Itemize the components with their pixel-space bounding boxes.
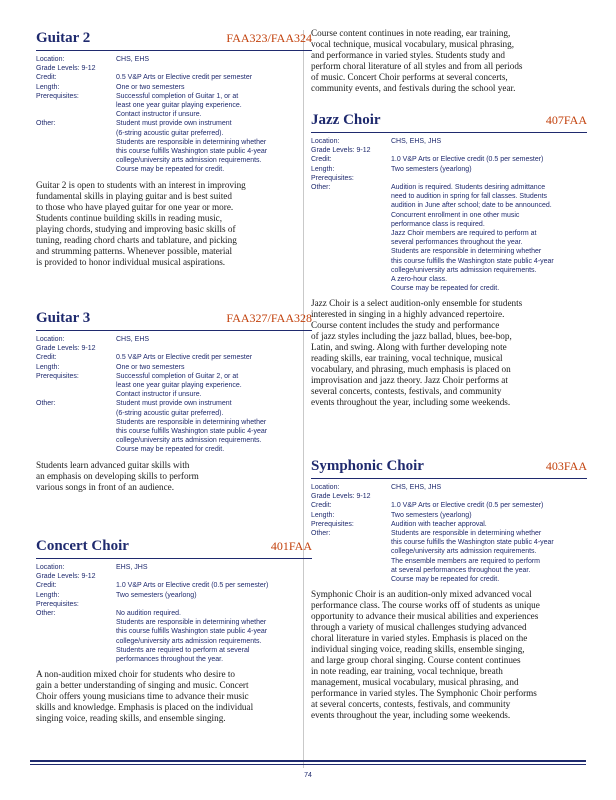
text-line: perform choral literature of all styles and from all periods xyxy=(311,61,523,71)
text-line: audition in June after school; date to be announced. xyxy=(391,202,552,210)
credit-value: 0.5 V&P Arts or Elective credit per semester xyxy=(116,354,253,362)
course-title: Concert Choir xyxy=(36,538,129,554)
prereq-label: Prerequisites: xyxy=(311,174,354,182)
text-line: performance class is required. xyxy=(391,220,485,228)
header-rule xyxy=(36,558,312,559)
text-line: this course fulfills Washington state public 4-year xyxy=(116,428,268,436)
other-value xyxy=(116,119,312,174)
text-line: Students are responsible in determining whether xyxy=(391,530,542,538)
text-line: reading skills, ear training, vocal technique, musical xyxy=(311,353,503,364)
page-number: 74 xyxy=(304,772,312,779)
course-code: 403FAA xyxy=(545,459,587,473)
course-code: 401FAA xyxy=(270,539,312,553)
course-info xyxy=(311,483,587,584)
course-info xyxy=(36,563,312,664)
course-concert-choir xyxy=(36,538,312,724)
location-label: Location: xyxy=(36,56,65,63)
text-line: Successful completion of Guitar 1, or at xyxy=(116,92,239,100)
course-header xyxy=(36,310,312,330)
text-line: various songs in front of an audience. xyxy=(36,481,175,492)
course-title: Jazz Choir xyxy=(311,112,381,128)
text-line: through a variety of musical challenges studying advanced xyxy=(311,622,527,633)
text-line: several concerts, contests, festivals, and community xyxy=(311,386,502,397)
text-line: Audition with teacher approval. xyxy=(391,520,487,528)
text-line: Students continue building skills in reading music, xyxy=(36,212,223,223)
course-guitar-3 xyxy=(36,310,312,493)
text-line: opportunity to advance their musical abilities and experiences xyxy=(311,611,539,622)
course-title: Symphonic Choir xyxy=(311,458,424,474)
text-line: Successful completion of Guitar 2, or at xyxy=(116,372,239,380)
prereq-label: Prerequisites: xyxy=(36,600,79,608)
other-label: Other: xyxy=(36,610,56,618)
text-line: at several performances throughout the year. xyxy=(391,566,531,574)
text-line: Students learn advanced guitar skills with xyxy=(36,459,190,470)
length-label: Length: xyxy=(311,511,335,519)
grade-label: Grade Levels: 9-12 xyxy=(36,345,96,353)
other-value xyxy=(116,399,312,454)
text-line: in note reading, ear training, vocal technique, breath xyxy=(311,666,503,677)
length-value: One or two semesters xyxy=(116,83,185,91)
text-line: Course content includes the study and performance xyxy=(311,320,500,331)
text-line: college/university arts admission requirements. xyxy=(391,266,537,274)
text-line: Course may be repeated for credit. xyxy=(116,166,225,174)
text-line: choral literature in varied styles. Emphasis is placed on the xyxy=(311,633,528,644)
text-line: Jazz Choir is a select audition-only ensemble for students xyxy=(311,298,523,309)
text-line: singing voice, reading skills, and ensemble singing. xyxy=(36,713,226,724)
credit-value: 1.0 V&P Arts or Elective credit (0.5 per semester) xyxy=(391,502,544,510)
text-line: Students are required to perform at several xyxy=(116,646,250,654)
length-value: Two semesters (yearlong) xyxy=(391,165,472,173)
text-line: performances throughout the year. xyxy=(116,656,224,664)
course-description xyxy=(36,180,312,268)
text-line: community events, and festivals during the school year. xyxy=(311,83,516,93)
location-value: CHS, EHS xyxy=(116,336,150,343)
text-line: college/university arts admission requirements. xyxy=(116,637,262,645)
credit-label: Credit: xyxy=(36,582,57,590)
course-header xyxy=(311,112,587,132)
text-line: Course may be repeated for credit. xyxy=(391,576,500,584)
grade-label: Grade Levels: 9-12 xyxy=(311,147,371,155)
text-line: this course fulfills the Washington state public 4-year xyxy=(391,539,554,547)
text-line: Student must provide own instrument xyxy=(116,400,232,408)
text-line: individual singing voice, reading skills, ensemble singing, xyxy=(311,644,525,655)
header-rule xyxy=(36,50,312,51)
text-line: college/university arts admission requirements. xyxy=(391,548,537,556)
course-info xyxy=(311,137,587,293)
grade-label: Grade Levels: 9-12 xyxy=(311,493,371,501)
text-line: Contact instructor if unsure. xyxy=(116,111,202,119)
prereq-value xyxy=(116,600,312,609)
text-line: this course fulfills the Washington state public 4-year xyxy=(391,257,554,265)
text-line: Students are responsible in determining whether xyxy=(391,248,542,256)
text-line: Contact instructor if unsure. xyxy=(116,391,202,399)
text-line: (6-string acoustic guitar preferred). xyxy=(116,129,224,137)
other-label: Other: xyxy=(311,530,331,538)
course-symphonic-choir xyxy=(311,458,587,721)
other-label: Other: xyxy=(36,400,56,408)
text-line: Latin, and swing. Along with further developing note xyxy=(311,342,507,353)
text-line: Concurrent enrollment in one other music xyxy=(391,211,520,219)
course-title: Guitar 3 xyxy=(36,310,91,326)
text-line: The ensemble members are required to perform xyxy=(391,557,541,565)
text-line: Students are responsible in determining whether xyxy=(116,619,267,627)
prereq-label: Prerequisites: xyxy=(36,92,79,100)
other-value xyxy=(391,529,587,584)
course-description xyxy=(36,460,312,493)
prereq-value xyxy=(116,92,312,120)
text-line: performance class. The course works off of students as unique xyxy=(311,600,540,611)
text-line: several performances throughout the year. xyxy=(391,239,523,247)
credit-value: 0.5 V&P Arts or Elective credit per semester xyxy=(116,74,253,82)
text-line: vocabulary, and phrasing, much emphasis is placed on xyxy=(311,364,511,375)
grade-label: Grade Levels: 9-12 xyxy=(36,573,96,581)
other-value xyxy=(391,183,587,293)
credit-label: Credit: xyxy=(311,502,332,510)
text-line: college/university arts admission requirements. xyxy=(116,157,262,165)
text-line: this course fulfills Washington state public 4-year xyxy=(116,628,268,636)
location-value: CHS, EHS, JHS xyxy=(391,138,442,145)
text-line: need to audition in spring for fall classes. Students xyxy=(391,193,548,201)
location-value: EHS, JHS xyxy=(116,564,148,571)
text-line: fundamental skills in playing guitar and is best suited xyxy=(36,190,232,201)
location-label: Location: xyxy=(311,484,340,491)
text-line: at several concerts, contests, festivals, and community xyxy=(311,699,511,710)
text-line: Jazz Choir members are required to perform at xyxy=(391,230,537,238)
text-line: Course may be repeated for credit. xyxy=(391,285,500,293)
text-line: events throughout the year, including some weekends. xyxy=(311,710,511,721)
text-line: interested in singing in a highly advanced repertoire. xyxy=(311,309,505,320)
text-line: playing chords, studying and improving basic skills of xyxy=(36,223,236,234)
text-line: and strumming patterns. Whenever possible, material xyxy=(36,245,233,256)
course-code: 407FAA xyxy=(545,113,587,127)
text-line: A non-audition mixed choir for students who desire to xyxy=(36,669,236,680)
text-line: of music. Concert Choir performs at several concerts, xyxy=(311,72,508,82)
text-line: skills and knowledge. Emphasis is placed on the individual xyxy=(36,702,254,713)
location-label: Location: xyxy=(36,564,65,571)
credit-label: Credit: xyxy=(311,156,332,164)
text-line: Choir offers young musicians time to advance their music xyxy=(36,691,249,702)
other-label: Other: xyxy=(36,120,56,128)
text-line: of jazz styles including the jazz ballad, blues, bee-bop, xyxy=(311,331,512,342)
location-value: CHS, EHS, JHS xyxy=(391,484,442,491)
text-line: least one year guitar playing experience. xyxy=(116,382,242,390)
location-value: CHS, EHS xyxy=(116,56,150,63)
length-label: Length: xyxy=(36,363,60,371)
text-line: least one year guitar playing experience. xyxy=(116,102,242,110)
prereq-value xyxy=(116,372,312,400)
course-code: FAA323/FAA324 xyxy=(226,31,312,45)
credit-value: 1.0 V&P Arts or Elective credit (0.5 per semester) xyxy=(391,156,544,164)
course-code: FAA327/FAA328 xyxy=(226,311,312,325)
text-line: and large group choral singing. Course content continues xyxy=(311,655,521,666)
length-value: Two semesters (yearlong) xyxy=(391,511,472,519)
length-label: Length: xyxy=(311,165,335,173)
course-description xyxy=(311,298,587,408)
course-info xyxy=(36,55,312,175)
text-line: Students are responsible in determining whether xyxy=(116,138,267,146)
course-header xyxy=(36,538,312,558)
header-rule xyxy=(36,330,312,331)
text-line: events throughout the year, including some weekends. xyxy=(311,397,511,408)
footer-rule xyxy=(30,760,586,762)
credit-label: Credit: xyxy=(36,354,57,362)
course-info xyxy=(36,335,312,455)
text-line: Audition is required. Students desiring admittance xyxy=(391,184,546,192)
text-line: to those who have played guitar for one year or more. xyxy=(36,201,234,212)
course-header xyxy=(36,30,312,50)
text-line: tuning, reading chord charts and tablature, and picking xyxy=(36,234,237,245)
text-line: Guitar 2 is open to students with an interest in improving xyxy=(36,179,246,190)
text-line: Student must provide own instrument xyxy=(116,120,232,128)
text-line: and performance in varied styles. Students study and xyxy=(311,50,505,60)
credit-value: 1.0 V&P Arts or Elective credit (0.5 per semester) xyxy=(116,582,269,590)
text-line: Symphonic Choir is an audition-only mixed advanced vocal xyxy=(311,589,532,600)
footer-rule-thin xyxy=(30,764,586,765)
grade-label: Grade Levels: 9-12 xyxy=(36,65,96,73)
text-line: management, musical vocabulary, musical phrasing, and xyxy=(311,677,519,688)
text-line: A zero-hour class. xyxy=(391,276,448,284)
prereq-label: Prerequisites: xyxy=(36,372,79,380)
concert-choir-continued xyxy=(311,28,587,94)
other-value xyxy=(116,609,312,664)
course-guitar-2 xyxy=(36,30,312,268)
text-line: is provided to honor individual musical aspirations. xyxy=(36,256,226,267)
other-label: Other: xyxy=(311,184,331,192)
course-jazz-choir xyxy=(311,112,587,408)
location-label: Location: xyxy=(311,138,340,145)
text-line: Students are responsible in determining whether xyxy=(116,418,267,426)
length-label: Length: xyxy=(36,591,60,599)
course-description xyxy=(36,669,312,724)
text-line: performance in varied styles. The Symphonic Choir performs xyxy=(311,688,537,699)
course-header xyxy=(311,458,587,478)
text-line: vocal technique, musical vocabulary, musical phrasing, xyxy=(311,39,514,49)
header-rule xyxy=(311,478,587,479)
length-value: One or two semesters xyxy=(116,363,185,371)
course-description xyxy=(311,589,587,721)
text-line: (6-string acoustic guitar preferred). xyxy=(116,409,224,417)
location-label: Location: xyxy=(36,336,65,343)
text-line: college/university arts admission requirements. xyxy=(116,437,262,445)
text-line: an emphasis on developing skills to perform xyxy=(36,470,199,481)
text-line: improvisation and jazz theory. Jazz Choir performs at xyxy=(311,375,508,386)
text-line: Course may be repeated for credit. xyxy=(116,446,225,454)
course-title: Guitar 2 xyxy=(36,30,91,46)
length-value: Two semesters (yearlong) xyxy=(116,591,197,599)
prereq-value xyxy=(391,520,587,529)
text-line: No audition required. xyxy=(116,610,181,618)
prereq-value xyxy=(391,174,587,183)
text-line: gain a better understanding of singing and music. Concert xyxy=(36,680,249,691)
credit-label: Credit: xyxy=(36,74,57,82)
prereq-label: Prerequisites: xyxy=(311,520,354,528)
text-line: this course fulfills Washington state public 4-year xyxy=(116,148,268,156)
text-line: Course content continues in note reading, ear training, xyxy=(311,28,511,38)
header-rule xyxy=(311,132,587,133)
length-label: Length: xyxy=(36,83,60,91)
